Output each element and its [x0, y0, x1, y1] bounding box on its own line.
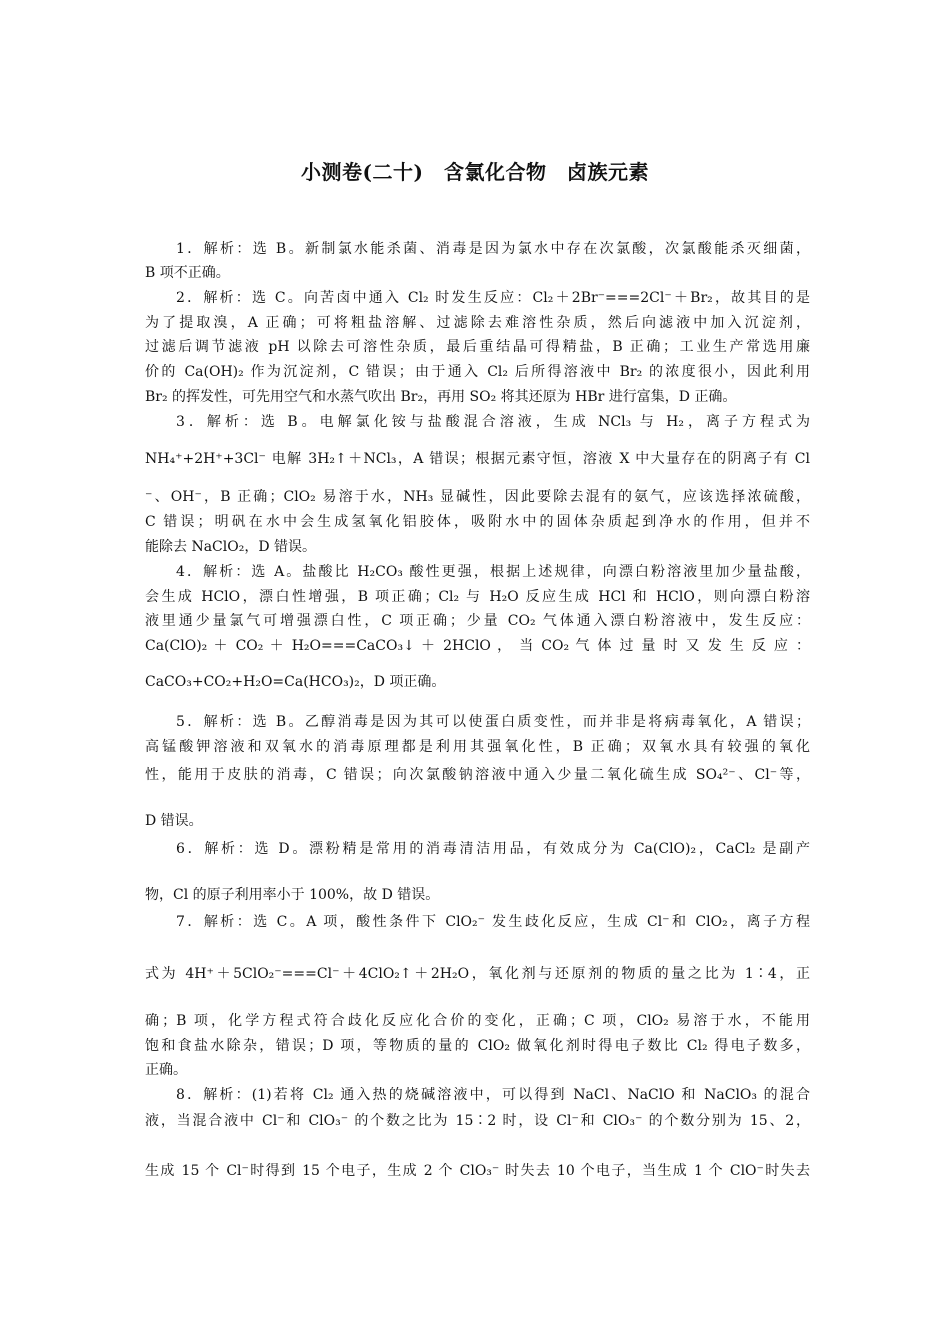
text-line: 5．解析：选 B。乙醇消毒是因为其可以使蛋白质变性，而并非是将病毒氧化，A 错误； — [176, 714, 810, 730]
text-line: 饱和食盐水除杂，错误；D 项，等物质的量的 ClO₂ 做氧化剂时得电子数比 Cl₂ 得电子数多， — [145, 1038, 810, 1054]
text-line: 确；B 项，化学方程式符合歧化反应化合价的变化，正确；C 项，ClO₂ 易溶于水，不能用 — [145, 1013, 810, 1029]
text-line: 3．解析：选 B。电解氯化铵与盐酸混合溶液，生成 NCl₃ 与 H₂，离子方程式为 — [176, 414, 810, 430]
text-line: 4．解析：选 A。盐酸比 H₂CO₃ 酸性更强，根据上述规律，向漂白粉溶液里加少量盐酸， — [176, 564, 810, 580]
text-line: B 项不正确。 — [145, 265, 230, 281]
text-line: CaCO₃+CO₂+H₂O=Ca(HCO₃)₂，D 项正确。 — [145, 674, 446, 690]
text-line: 1．解析：选 B。新制氯水能杀菌、消毒是因为氯水中存在次氯酸，次氯酸能杀灭细菌， — [176, 241, 810, 257]
page-title: 小测卷(二十) 含氯化合物 卤族元素 — [301, 160, 649, 184]
text-line: 过滤后调节滤液 pH 以除去可溶性杂质，最后重结晶可得精盐，B 正确；工业生产常选用廉 — [145, 339, 810, 355]
text-line: 正确。 — [145, 1062, 187, 1078]
text-line: Br₂ 的挥发性，可先用空气和水蒸气吹出 Br₂，再用 SO₂ 将其还原为 HBr 进行富集，D 正确。 — [145, 389, 737, 405]
text-line: 价的 Ca(OH)₂ 作为沉淀剂，C 错误；由于通入 Cl₂ 后所得溶液中 Br₂ 的浓度很小，因此利用 — [145, 364, 810, 380]
text-line: 会生成 HClO，漂白性增强，B 项正确；Cl₂ 与 H₂O 反应生成 HCl 和 HClO，则向漂白粉溶 — [145, 589, 810, 605]
text-line: NH₄⁺+2H⁺+3Cl⁻ 电解 3H₂↑＋NCl₃，A 错误；根据元素守恒，溶液 X 中大量存在的阴离子有 Cl — [145, 451, 810, 467]
text-line: 液，当混合液中 Cl⁻和 ClO₃⁻ 的个数之比为 15∶2 时，设 Cl⁻和 ClO₃⁻ 的个数分别为 15、2， — [145, 1113, 810, 1129]
text-line: 7．解析：选 C。A 项，酸性条件下 ClO₂⁻ 发生歧化反应，生成 Cl⁻和 ClO₂，离子方程 — [176, 914, 810, 930]
text-line: 8．解析：(1)若将 Cl₂ 通入热的烧碱溶液中，可以得到 NaCl、NaClO 和 NaClO₃ 的混合 — [176, 1087, 810, 1103]
text-line: Ca(ClO)₂ ＋ CO₂ ＋ H₂O===CaCO₃↓ ＋ 2HClO ， 当 CO₂ 气 体 过 量 时 又 发 生 反 应 ： — [145, 638, 810, 654]
text-line: C 错误；明矾在水中会生成氢氧化铝胶体，吸附水中的固体杂质起到净水的作用，但并不 — [145, 514, 810, 530]
text-line: 能除去 NaClO₂，D 错误。 — [145, 539, 317, 555]
text-line: 性，能用于皮肤的消毒，C 错误；向次氯酸钠溶液中通入少量二氧化硫生成 SO₄²⁻、Cl⁻等， — [145, 767, 810, 783]
text-line: 式为 4H⁺＋5ClO₂⁻===Cl⁻＋4ClO₂↑＋2H₂O，氧化剂与还原剂的物质的量之比为 1∶4，正 — [145, 966, 810, 982]
text-line: ⁻、OH⁻，B 正确；ClO₂ 易溶于水，NH₃ 显碱性，因此要除去混有的氨气，应该选择浓硫酸， — [145, 489, 810, 505]
text-line: 高锰酸钾溶液和双氧水的消毒原理都是利用其强氧化性，B 正确；双氧水具有较强的氧化 — [145, 739, 810, 755]
text-line: 为了提取溴，A 正确；可将粗盐溶解、过滤除去难溶性杂质，然后向滤液中加入沉淀剂， — [145, 315, 810, 331]
text-line: 液里通少量氯气可增强漂白性，C 项正确；少量 CO₂ 气体通入漂白粉溶液中，发生反应： — [145, 613, 810, 629]
text-line: D 错误。 — [145, 813, 203, 829]
text-line: 6．解析：选 D。漂粉精是常用的消毒清洁用品，有效成分为 Ca(ClO)₂，CaCl₂ 是副产 — [176, 841, 810, 857]
text-line: 物，Cl 的原子利用率小于 100%，故 D 错误。 — [145, 887, 440, 903]
text-line: 生成 15 个 Cl⁻时得到 15 个电子，生成 2 个 ClO₃⁻ 时失去 10 个电子，当生成 1 个 ClO⁻时失去 — [145, 1163, 810, 1179]
text-line: 2．解析：选 C。向苦卤中通入 Cl₂ 时发生反应：Cl₂＋2Br⁻===2Cl⁻＋Br₂，故其目的是 — [176, 290, 810, 306]
